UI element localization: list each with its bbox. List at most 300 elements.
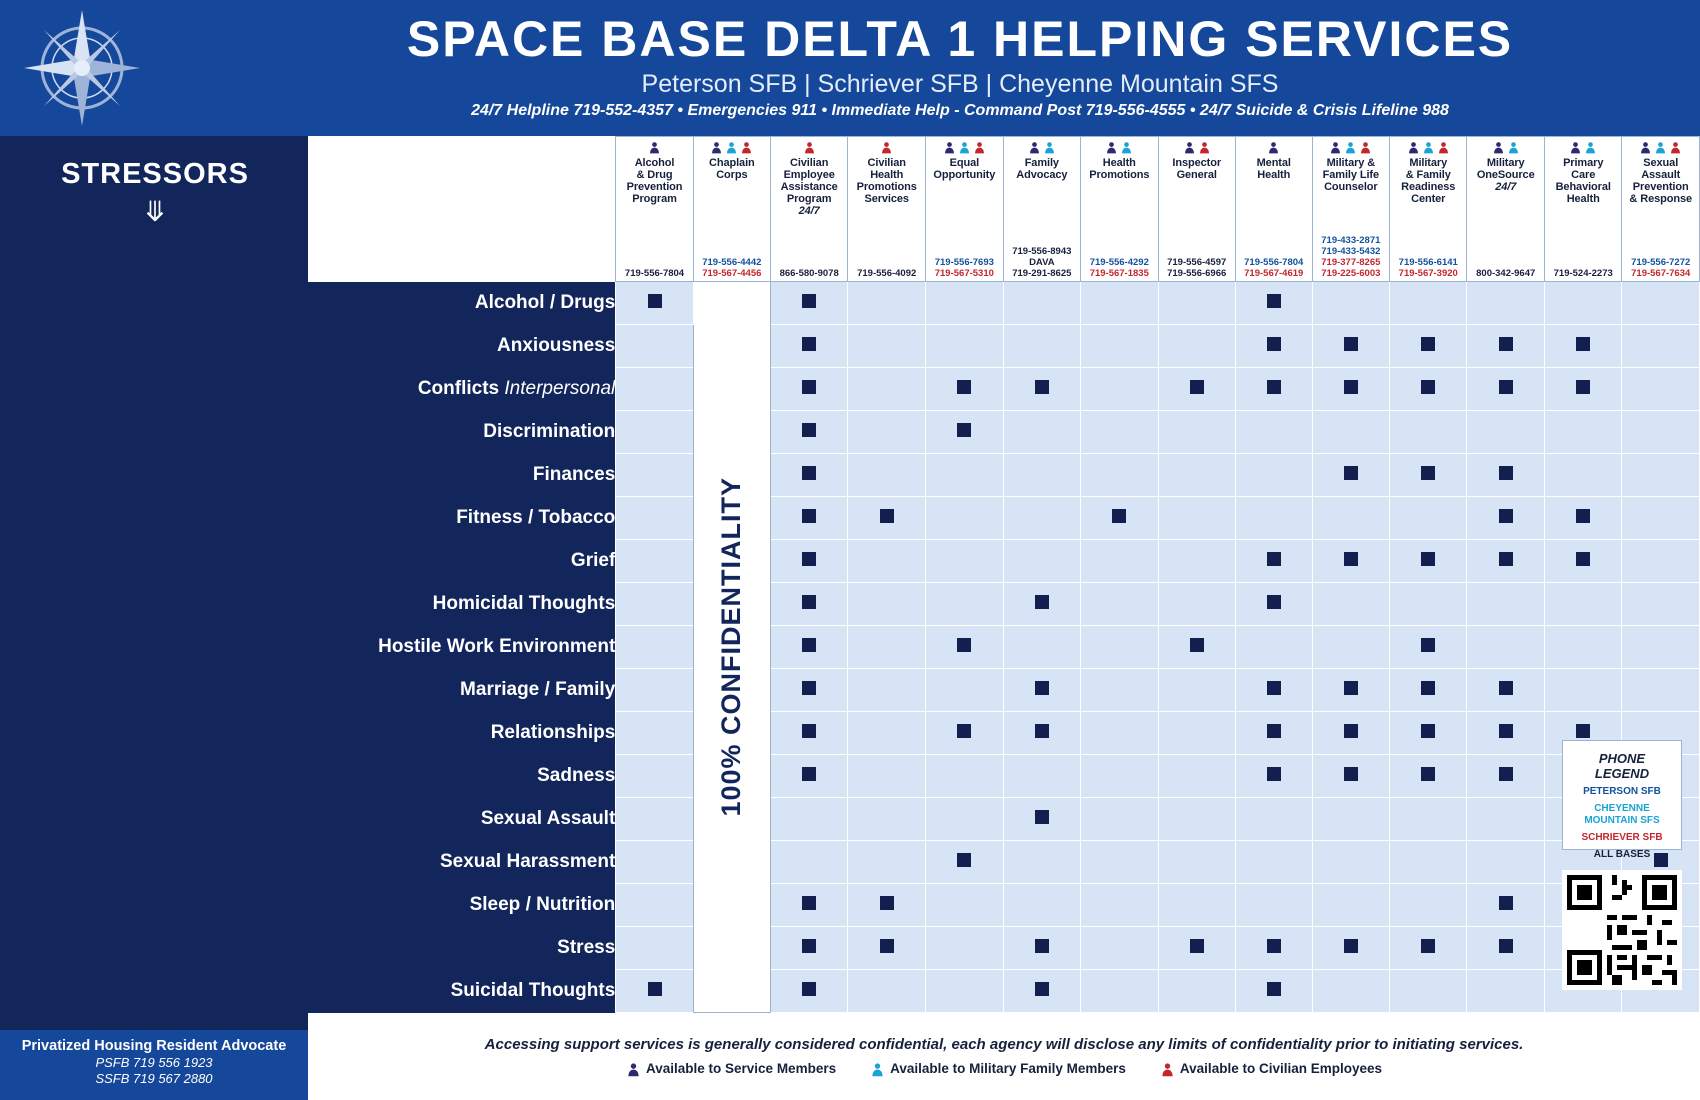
matrix-cell[interactable] bbox=[926, 454, 1004, 497]
matrix-cell[interactable] bbox=[1080, 841, 1158, 884]
column-header-sexual[interactable] bbox=[1622, 137, 1700, 282]
matrix-cell[interactable] bbox=[1158, 669, 1235, 712]
matrix-cell[interactable] bbox=[1467, 540, 1545, 583]
matrix-cell[interactable] bbox=[1312, 540, 1389, 583]
matrix-cell[interactable] bbox=[1158, 540, 1235, 583]
matrix-cell[interactable] bbox=[1622, 454, 1700, 497]
matrix-cell[interactable] bbox=[1312, 884, 1389, 927]
column-phones: 719-433-2871 719-433-5432 719-377-8265 719-225-6003 bbox=[1321, 235, 1381, 279]
matrix-cell[interactable] bbox=[1312, 454, 1389, 497]
table-row bbox=[308, 755, 1700, 798]
matrix-cell[interactable] bbox=[1003, 626, 1080, 669]
matrix-cell[interactable] bbox=[1003, 755, 1080, 798]
matrix-cell[interactable] bbox=[616, 454, 693, 497]
table-row bbox=[308, 497, 1700, 540]
matrix-cell[interactable] bbox=[1080, 540, 1158, 583]
matrix-cell[interactable] bbox=[1080, 282, 1158, 325]
availability-marker bbox=[802, 595, 816, 609]
matrix-cell[interactable] bbox=[1158, 626, 1235, 669]
column-phones: 719-556-6141 719-567-3920 bbox=[1398, 257, 1458, 279]
column-header-mental[interactable] bbox=[1235, 137, 1312, 282]
matrix-cell[interactable] bbox=[616, 540, 693, 583]
matrix-cell[interactable] bbox=[1003, 669, 1080, 712]
matrix-cell[interactable] bbox=[926, 368, 1004, 411]
matrix-cell[interactable] bbox=[1003, 927, 1080, 970]
matrix-cell[interactable] bbox=[1390, 282, 1467, 325]
matrix-cell[interactable] bbox=[1158, 712, 1235, 755]
availability-marker bbox=[957, 853, 971, 867]
table-row bbox=[308, 626, 1700, 669]
matrix-cell[interactable] bbox=[1158, 841, 1235, 884]
matrix-cell[interactable] bbox=[1235, 841, 1312, 884]
matrix-cell[interactable] bbox=[848, 583, 926, 626]
matrix-cell[interactable] bbox=[1003, 282, 1080, 325]
matrix-cell[interactable] bbox=[848, 669, 926, 712]
matrix-cell[interactable] bbox=[1003, 841, 1080, 884]
availability-icons bbox=[1622, 141, 1699, 155]
matrix-cell[interactable] bbox=[1158, 325, 1235, 368]
matrix-cell[interactable] bbox=[1158, 970, 1235, 1013]
availability-marker bbox=[1344, 681, 1358, 695]
matrix-cell[interactable] bbox=[926, 798, 1004, 841]
matrix-cell[interactable] bbox=[926, 712, 1004, 755]
matrix-cell[interactable] bbox=[770, 712, 848, 755]
matrix-cell[interactable] bbox=[1544, 497, 1621, 540]
matrix-cell[interactable] bbox=[770, 970, 848, 1013]
table-row bbox=[308, 540, 1700, 583]
matrix-cell[interactable] bbox=[1158, 798, 1235, 841]
table-row bbox=[308, 884, 1700, 927]
matrix-cell[interactable] bbox=[926, 884, 1004, 927]
matrix-cell[interactable] bbox=[770, 798, 848, 841]
matrix-cell[interactable] bbox=[1390, 325, 1467, 368]
table-row bbox=[308, 454, 1700, 497]
availability-marker bbox=[957, 423, 971, 437]
column-title: Mental Health bbox=[1256, 157, 1291, 181]
column-header-primary[interactable] bbox=[1544, 137, 1621, 282]
matrix-cell[interactable] bbox=[926, 626, 1004, 669]
housing-advocate-box bbox=[0, 1030, 308, 1100]
matrix-cell[interactable] bbox=[1235, 970, 1312, 1013]
matrix-cell[interactable] bbox=[1544, 411, 1621, 454]
matrix-cell[interactable] bbox=[1312, 411, 1389, 454]
column-header-chaplain[interactable] bbox=[693, 137, 770, 282]
matrix-cell[interactable] bbox=[1622, 540, 1700, 583]
matrix-cell[interactable] bbox=[1390, 884, 1467, 927]
matrix-cell[interactable] bbox=[1312, 325, 1389, 368]
matrix-cell[interactable] bbox=[926, 282, 1004, 325]
matrix-cell[interactable] bbox=[616, 282, 693, 325]
matrix-cell[interactable] bbox=[1080, 325, 1158, 368]
matrix-cell[interactable] bbox=[1080, 927, 1158, 970]
matrix-cell[interactable] bbox=[1544, 368, 1621, 411]
matrix-cell[interactable] bbox=[1312, 798, 1389, 841]
matrix-cell[interactable] bbox=[1312, 841, 1389, 884]
matrix-cell[interactable] bbox=[1235, 798, 1312, 841]
availability-marker bbox=[1344, 939, 1358, 953]
matrix-cell[interactable] bbox=[1158, 927, 1235, 970]
table-row bbox=[308, 583, 1700, 626]
matrix-cell[interactable] bbox=[1003, 540, 1080, 583]
matrix-cell[interactable] bbox=[1158, 454, 1235, 497]
availability-icons bbox=[694, 141, 770, 155]
matrix-cell[interactable] bbox=[848, 626, 926, 669]
matrix-cell[interactable] bbox=[1390, 798, 1467, 841]
availability-marker bbox=[802, 896, 816, 910]
matrix-cell[interactable] bbox=[1080, 755, 1158, 798]
matrix-cell[interactable] bbox=[770, 755, 848, 798]
matrix-cell[interactable] bbox=[848, 755, 926, 798]
matrix-cell[interactable] bbox=[1080, 368, 1158, 411]
matrix-cell[interactable] bbox=[926, 970, 1004, 1013]
matrix-cell[interactable] bbox=[1467, 970, 1545, 1013]
matrix-cell[interactable] bbox=[848, 368, 926, 411]
matrix-cell[interactable] bbox=[1235, 626, 1312, 669]
matrix-cell[interactable] bbox=[1158, 755, 1235, 798]
matrix-cell[interactable] bbox=[1312, 755, 1389, 798]
row-label-hostile-work-environment: Hostile Work Environment bbox=[308, 626, 616, 669]
housing-phone-ssfb: SSFB 719 567 2880 bbox=[95, 1071, 213, 1086]
availability-marker bbox=[1576, 724, 1590, 738]
column-header-alcohol[interactable] bbox=[616, 137, 693, 282]
matrix-cell[interactable] bbox=[1390, 454, 1467, 497]
matrix-cell[interactable] bbox=[848, 970, 926, 1013]
matrix-cell[interactable] bbox=[770, 927, 848, 970]
table-row bbox=[308, 669, 1700, 712]
matrix-cell[interactable] bbox=[1158, 368, 1235, 411]
availability-marker bbox=[1035, 681, 1049, 695]
availability-marker bbox=[1499, 767, 1513, 781]
matrix-cell[interactable] bbox=[848, 927, 926, 970]
matrix-cell[interactable] bbox=[926, 669, 1004, 712]
matrix-cell[interactable] bbox=[848, 798, 926, 841]
availability-icons bbox=[771, 141, 848, 155]
matrix-cell[interactable] bbox=[1312, 626, 1389, 669]
column-header-family[interactable] bbox=[1003, 137, 1080, 282]
table-row bbox=[308, 712, 1700, 755]
matrix-cell[interactable] bbox=[1235, 368, 1312, 411]
column-title: Military & Family Life Counselor bbox=[1322, 157, 1380, 193]
matrix-cell[interactable] bbox=[1003, 368, 1080, 411]
matrix-cell[interactable] bbox=[1080, 669, 1158, 712]
matrix-cell[interactable] bbox=[1158, 282, 1235, 325]
page-footer bbox=[308, 1030, 1700, 1100]
confidentiality-text: 100% CONFIDENTIALITY bbox=[716, 477, 747, 817]
matrix-cell[interactable] bbox=[1390, 669, 1467, 712]
matrix-cell[interactable] bbox=[770, 841, 848, 884]
matrix-cell[interactable] bbox=[1622, 669, 1700, 712]
matrix-cell[interactable] bbox=[616, 411, 693, 454]
availability-marker bbox=[1344, 466, 1358, 480]
matrix-cell[interactable] bbox=[770, 497, 848, 540]
matrix-cell[interactable] bbox=[616, 755, 693, 798]
matrix-cell[interactable] bbox=[1390, 626, 1467, 669]
matrix-cell[interactable] bbox=[1467, 927, 1545, 970]
matrix-cell[interactable] bbox=[1235, 540, 1312, 583]
matrix-cell[interactable] bbox=[616, 626, 693, 669]
matrix-cell[interactable] bbox=[848, 712, 926, 755]
availability-marker bbox=[1344, 724, 1358, 738]
matrix-cell[interactable] bbox=[1622, 368, 1700, 411]
matrix-cell[interactable] bbox=[1080, 884, 1158, 927]
matrix-cell[interactable] bbox=[1390, 583, 1467, 626]
matrix-cell[interactable] bbox=[848, 325, 926, 368]
table-row bbox=[308, 798, 1700, 841]
matrix-cell[interactable] bbox=[1158, 583, 1235, 626]
matrix-cell[interactable] bbox=[1390, 368, 1467, 411]
matrix-cell[interactable] bbox=[1235, 669, 1312, 712]
matrix-cell[interactable] bbox=[1467, 712, 1545, 755]
availability-marker bbox=[802, 466, 816, 480]
availability-marker bbox=[1267, 595, 1281, 609]
availability-marker bbox=[880, 896, 894, 910]
matrix-cell[interactable] bbox=[1312, 282, 1389, 325]
matrix-cell[interactable] bbox=[616, 669, 693, 712]
matrix-cell[interactable] bbox=[926, 583, 1004, 626]
matrix-cell[interactable] bbox=[1235, 454, 1312, 497]
matrix-cell[interactable] bbox=[1235, 712, 1312, 755]
services-matrix bbox=[308, 136, 1700, 1013]
column-phones: 719-556-8943 DAVA 719-291-8625 bbox=[1012, 246, 1072, 279]
availability-marker bbox=[1267, 982, 1281, 996]
matrix-cell[interactable] bbox=[1003, 454, 1080, 497]
matrix-cell[interactable] bbox=[1158, 884, 1235, 927]
matrix-cell[interactable] bbox=[1622, 282, 1700, 325]
availability-marker bbox=[802, 423, 816, 437]
availability-marker bbox=[957, 380, 971, 394]
phone-legend-item: SCHRIEVER SFB bbox=[1581, 832, 1663, 843]
matrix-cell[interactable] bbox=[1467, 626, 1545, 669]
availability-icons bbox=[1467, 141, 1544, 155]
availability-marker bbox=[1267, 552, 1281, 566]
availability-marker bbox=[1499, 337, 1513, 351]
matrix-cell[interactable] bbox=[926, 927, 1004, 970]
matrix-cell[interactable] bbox=[1080, 583, 1158, 626]
matrix-cell[interactable] bbox=[848, 282, 926, 325]
matrix-cell[interactable] bbox=[770, 669, 848, 712]
matrix-cell[interactable] bbox=[848, 540, 926, 583]
matrix-cell[interactable] bbox=[1467, 325, 1545, 368]
phone-legend-item: PETERSON SFB bbox=[1583, 786, 1661, 797]
matrix-cell[interactable] bbox=[616, 884, 693, 927]
matrix-cell[interactable] bbox=[1390, 540, 1467, 583]
column-header-civilian[interactable] bbox=[848, 137, 926, 282]
matrix-cell[interactable] bbox=[1467, 411, 1545, 454]
matrix-cell[interactable] bbox=[1235, 497, 1312, 540]
matrix-cell[interactable] bbox=[1622, 583, 1700, 626]
matrix-cell[interactable] bbox=[1003, 325, 1080, 368]
availability-marker bbox=[1035, 595, 1049, 609]
matrix-cell[interactable] bbox=[1235, 325, 1312, 368]
matrix-cell[interactable] bbox=[1080, 497, 1158, 540]
matrix-cell[interactable] bbox=[770, 282, 848, 325]
matrix-cell[interactable] bbox=[1622, 497, 1700, 540]
availability-marker bbox=[1344, 337, 1358, 351]
matrix-cell[interactable] bbox=[1235, 755, 1312, 798]
column-header-military[interactable] bbox=[1390, 137, 1467, 282]
matrix-cell[interactable] bbox=[1003, 411, 1080, 454]
matrix-cell[interactable] bbox=[1467, 841, 1545, 884]
matrix-cell[interactable] bbox=[616, 970, 693, 1013]
matrix-cell[interactable] bbox=[1235, 884, 1312, 927]
availability-marker bbox=[1576, 552, 1590, 566]
matrix-cell[interactable] bbox=[616, 368, 693, 411]
matrix-cell[interactable] bbox=[1003, 712, 1080, 755]
matrix-cell[interactable] bbox=[1544, 626, 1621, 669]
matrix-cell[interactable] bbox=[616, 325, 693, 368]
column-title: Civilian Employee Assistance Program 24/7 bbox=[780, 157, 838, 217]
availability-marker bbox=[1344, 552, 1358, 566]
matrix-cell[interactable] bbox=[1003, 583, 1080, 626]
matrix-cell[interactable] bbox=[1467, 368, 1545, 411]
matrix-cell[interactable] bbox=[616, 583, 693, 626]
matrix-cell[interactable] bbox=[1080, 411, 1158, 454]
matrix-cell[interactable] bbox=[926, 540, 1004, 583]
matrix-cell[interactable] bbox=[1312, 712, 1389, 755]
column-header-military-[interactable] bbox=[1312, 137, 1389, 282]
matrix-cell[interactable] bbox=[1390, 497, 1467, 540]
matrix-cell[interactable] bbox=[1003, 497, 1080, 540]
matrix-cell[interactable] bbox=[1467, 798, 1545, 841]
matrix-cell[interactable] bbox=[770, 454, 848, 497]
matrix-cell[interactable] bbox=[848, 411, 926, 454]
matrix-cell[interactable] bbox=[848, 454, 926, 497]
matrix-cell[interactable] bbox=[1622, 411, 1700, 454]
matrix-cell[interactable] bbox=[1544, 540, 1621, 583]
matrix-cell[interactable] bbox=[1080, 454, 1158, 497]
legend-entry-label: Available to Service Members bbox=[646, 1061, 837, 1077]
matrix-cell[interactable] bbox=[1467, 884, 1545, 927]
matrix-cell[interactable] bbox=[770, 411, 848, 454]
page-subtitle: Peterson SFB | Schriever SFB | Cheyenne Mountain SFS bbox=[641, 70, 1279, 98]
column-phones: 719-556-7272 719-567-7634 bbox=[1631, 257, 1691, 279]
matrix-cell[interactable] bbox=[770, 583, 848, 626]
column-header-civilian[interactable] bbox=[770, 137, 848, 282]
matrix-cell[interactable] bbox=[848, 884, 926, 927]
matrix-cell[interactable] bbox=[1390, 927, 1467, 970]
column-title: Military OneSource 24/7 bbox=[1476, 157, 1535, 193]
matrix-cell[interactable] bbox=[770, 540, 848, 583]
matrix-cell[interactable] bbox=[1003, 970, 1080, 1013]
matrix-cell[interactable] bbox=[926, 755, 1004, 798]
housing-title: Privatized Housing Resident Advocate bbox=[21, 1038, 287, 1054]
row-label-finances: Finances bbox=[308, 454, 616, 497]
matrix-cell[interactable] bbox=[1003, 798, 1080, 841]
matrix-cell[interactable] bbox=[1390, 841, 1467, 884]
matrix-cell[interactable] bbox=[1235, 411, 1312, 454]
matrix-cell[interactable] bbox=[1467, 497, 1545, 540]
housing-phone-psfb: PSFB 719 556 1923 bbox=[95, 1055, 213, 1070]
matrix-cell[interactable] bbox=[1467, 669, 1545, 712]
matrix-cell[interactable] bbox=[1544, 454, 1621, 497]
matrix-cell[interactable] bbox=[770, 626, 848, 669]
table-row bbox=[308, 411, 1700, 454]
matrix-cell[interactable] bbox=[770, 884, 848, 927]
matrix-cell[interactable] bbox=[926, 325, 1004, 368]
matrix-cell[interactable] bbox=[1544, 325, 1621, 368]
matrix-cell[interactable] bbox=[1235, 583, 1312, 626]
matrix-cell[interactable] bbox=[1080, 712, 1158, 755]
matrix-cell[interactable] bbox=[1390, 755, 1467, 798]
matrix-cell[interactable] bbox=[616, 927, 693, 970]
column-header-equal[interactable] bbox=[926, 137, 1004, 282]
availability-icons bbox=[1159, 141, 1235, 155]
matrix-cell[interactable] bbox=[1467, 282, 1545, 325]
matrix-cell[interactable] bbox=[1544, 282, 1621, 325]
availability-marker bbox=[802, 509, 816, 523]
qr-code-icon[interactable] bbox=[1562, 870, 1682, 990]
matrix-cell[interactable] bbox=[1080, 798, 1158, 841]
matrix-cell[interactable] bbox=[616, 497, 693, 540]
matrix-cell[interactable] bbox=[1080, 626, 1158, 669]
matrix-cell[interactable] bbox=[926, 841, 1004, 884]
matrix-cell[interactable] bbox=[770, 325, 848, 368]
availability-marker bbox=[1421, 939, 1435, 953]
matrix-cell[interactable] bbox=[1235, 282, 1312, 325]
matrix-cell[interactable] bbox=[1312, 669, 1389, 712]
matrix-cell[interactable] bbox=[1235, 927, 1312, 970]
availability-icons bbox=[1004, 141, 1080, 155]
matrix-cell[interactable] bbox=[1312, 497, 1389, 540]
matrix-cell[interactable] bbox=[1158, 497, 1235, 540]
column-header-inspector[interactable] bbox=[1158, 137, 1235, 282]
matrix-cell[interactable] bbox=[926, 411, 1004, 454]
matrix-cell[interactable] bbox=[1312, 368, 1389, 411]
availability-marker bbox=[1267, 939, 1281, 953]
table-row bbox=[308, 927, 1700, 970]
row-label-sexual-harassment: Sexual Harassment bbox=[308, 841, 616, 884]
matrix-cell[interactable] bbox=[848, 841, 926, 884]
row-label-conflicts: Conflicts Interpersonal bbox=[308, 368, 616, 411]
availability-icons bbox=[1390, 141, 1466, 155]
availability-marker bbox=[802, 939, 816, 953]
availability-marker bbox=[1035, 380, 1049, 394]
matrix-cell[interactable] bbox=[1467, 755, 1545, 798]
availability-marker bbox=[802, 337, 816, 351]
column-header-military[interactable] bbox=[1467, 137, 1545, 282]
column-title: Sexual Assault Prevention & Response bbox=[1629, 157, 1692, 205]
matrix-cell[interactable] bbox=[848, 497, 926, 540]
matrix-cell[interactable] bbox=[1390, 411, 1467, 454]
matrix-cell[interactable] bbox=[1390, 970, 1467, 1013]
availability-marker bbox=[802, 982, 816, 996]
matrix-cell[interactable] bbox=[1544, 583, 1621, 626]
matrix-cell[interactable] bbox=[616, 841, 693, 884]
matrix-cell[interactable] bbox=[1622, 626, 1700, 669]
availability-marker bbox=[802, 767, 816, 781]
matrix-cell[interactable] bbox=[926, 497, 1004, 540]
matrix-cell[interactable] bbox=[1467, 583, 1545, 626]
matrix-cell[interactable] bbox=[1312, 583, 1389, 626]
matrix-cell[interactable] bbox=[616, 798, 693, 841]
matrix-cell[interactable] bbox=[1467, 454, 1545, 497]
column-phones: 719-556-7693 719-567-5310 bbox=[934, 257, 994, 279]
matrix-cell[interactable] bbox=[1312, 927, 1389, 970]
matrix-cell[interactable] bbox=[1080, 970, 1158, 1013]
matrix-cell[interactable] bbox=[1312, 970, 1389, 1013]
row-label-stress: Stress bbox=[308, 927, 616, 970]
matrix-cell[interactable] bbox=[1158, 411, 1235, 454]
matrix-cell[interactable] bbox=[1622, 325, 1700, 368]
matrix-cell[interactable] bbox=[1390, 712, 1467, 755]
matrix-cell[interactable] bbox=[770, 368, 848, 411]
row-label-suicidal-thoughts: Suicidal Thoughts bbox=[308, 970, 616, 1013]
matrix-cell[interactable] bbox=[1003, 884, 1080, 927]
matrix-cell[interactable] bbox=[1544, 669, 1621, 712]
column-header-health[interactable] bbox=[1080, 137, 1158, 282]
matrix-header-row bbox=[308, 137, 1700, 282]
matrix-cell[interactable] bbox=[616, 712, 693, 755]
